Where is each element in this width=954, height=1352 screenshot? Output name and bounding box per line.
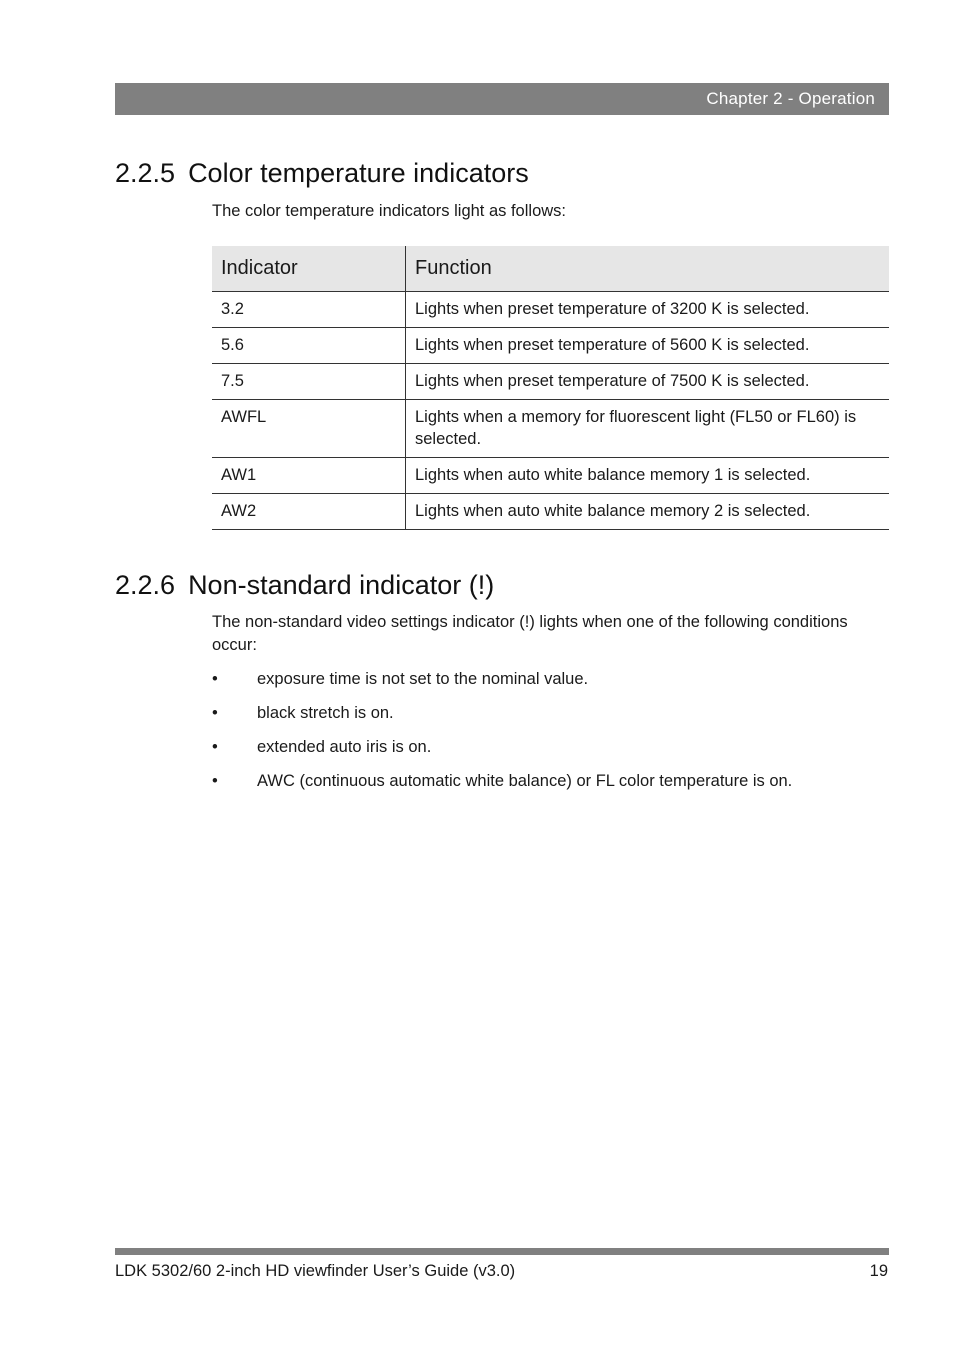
chapter-label: Chapter 2 - Operation bbox=[706, 89, 875, 108]
bullet-glyph: • bbox=[212, 670, 218, 688]
indicator-cell: AWFL bbox=[212, 400, 406, 458]
function-cell: Lights when preset temperature of 5600 K is selected. bbox=[406, 328, 890, 364]
indicator-table bbox=[212, 246, 889, 530]
footer-document-title: LDK 5302/60 2-inch HD viewfinder User’s Guide (v3.0) bbox=[115, 1262, 516, 1280]
section-title: Non-standard indicator (!) bbox=[188, 570, 495, 600]
list-item bbox=[212, 770, 882, 804]
table-row bbox=[212, 292, 889, 328]
list-item-text: exposure time is not set to the nominal value. bbox=[257, 670, 589, 688]
section-number: 2.2.6 bbox=[115, 570, 176, 600]
indicator-cell: 7.5 bbox=[212, 364, 406, 400]
list-item bbox=[212, 668, 882, 702]
function-cell: Lights when auto white balance memory 2 is selected. bbox=[406, 494, 890, 530]
function-cell: Lights when a memory for fluorescent light (FL50 or FL60) is selected. bbox=[406, 400, 890, 458]
table-header-row bbox=[212, 246, 889, 292]
section-heading-color-temperature bbox=[115, 158, 529, 189]
table-row bbox=[212, 400, 889, 458]
section-title: Color temperature indicators bbox=[188, 158, 529, 188]
section-heading-non-standard-indicator bbox=[115, 570, 494, 601]
list-item-text: black stretch is on. bbox=[257, 704, 394, 722]
function-cell: Lights when auto white balance memory 1 is selected. bbox=[406, 458, 890, 494]
list-item bbox=[212, 702, 882, 736]
table-row bbox=[212, 494, 889, 530]
bullet-glyph: • bbox=[212, 704, 218, 722]
chapter-header-bar bbox=[115, 83, 889, 115]
column-header-indicator: Indicator bbox=[212, 246, 406, 292]
conditions-list bbox=[212, 668, 882, 804]
indicator-cell: AW1 bbox=[212, 458, 406, 494]
list-item bbox=[212, 736, 882, 770]
function-cell: Lights when preset temperature of 3200 K is selected. bbox=[406, 292, 890, 328]
table-row bbox=[212, 328, 889, 364]
footer-rule bbox=[115, 1248, 889, 1255]
indicator-cell: 3.2 bbox=[212, 292, 406, 328]
indicator-cell: 5.6 bbox=[212, 328, 406, 364]
section-intro: The color temperature indicators light as follows: bbox=[212, 202, 566, 220]
table-row bbox=[212, 364, 889, 400]
section-intro: The non-standard video settings indicator (!) lights when one of the following conditions occur: bbox=[212, 613, 848, 654]
table-row bbox=[212, 458, 889, 494]
bullet-glyph: • bbox=[212, 738, 218, 756]
indicator-cell: AW2 bbox=[212, 494, 406, 530]
list-item-text: AWC (continuous automatic white balance) or FL color temperature is on. bbox=[257, 772, 793, 790]
section-number: 2.2.5 bbox=[115, 158, 176, 188]
function-cell: Lights when preset temperature of 7500 K is selected. bbox=[406, 364, 890, 400]
list-item-text: extended auto iris is on. bbox=[257, 738, 432, 756]
bullet-glyph: • bbox=[212, 772, 218, 790]
column-header-function: Function bbox=[406, 246, 890, 292]
footer-page-number: 19 bbox=[869, 1262, 888, 1280]
